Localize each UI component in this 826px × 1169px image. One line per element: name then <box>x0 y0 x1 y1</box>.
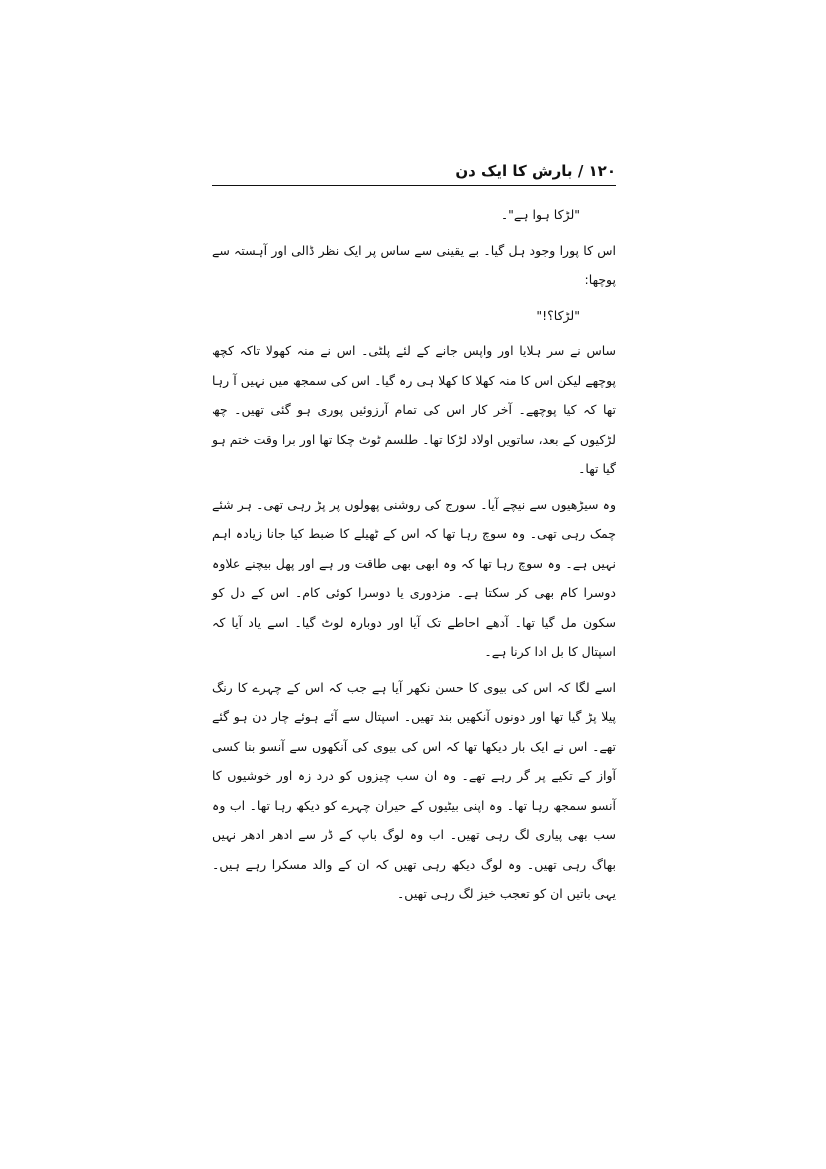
header-separator: / <box>577 162 584 180</box>
paragraph: "لڑکا ہوا ہے"۔ <box>500 207 580 222</box>
running-header <box>212 158 616 184</box>
body-text <box>212 200 616 915</box>
paragraph: "لڑکا؟!" <box>536 307 580 323</box>
paragraph: ساس نے سر ہلایا اور واپس جانے کے لئے پلٹی۔ اس نے منہ کھولا تاکہ کچھ پوچھے لیکن اس کا منہ کھلا کا کھلا ہی رہ گیا۔ اس کی سمجھ میں نہیں آ رہا تھا کہ کیا پوچھے۔ آخر کار اس کی تمام آرزوئیں پوری ہو گئی تھیں۔ چھ لڑکیوں کے بعد، ساتویں اولاد لڑکا تھا۔ طلسم ٹوٹ چکا تھا اور برا وقت ختم ہو گیا تھا۔ <box>212 343 616 476</box>
book-title: بارش کا ایک دن <box>455 162 573 180</box>
page-number: ١٢٠ <box>588 162 616 180</box>
paragraph: اس کا پورا وجود ہل گیا۔ بے یقینی سے ساس پر ایک نظر ڈالی اور آہستہ سے پوچھا: <box>212 242 616 287</box>
header-rule <box>212 185 616 186</box>
paragraph: اسے لگا کہ اس کی بیوی کا حسن نکھر آیا ہے جب کہ اس کے چہرے کا رنگ پیلا پڑ گیا تھا اور دونوں آنکھیں بند تھیں۔ اسپتال سے آئے ہوئے چار دن ہو گئے تھے۔ اس نے ایک بار دیکھا تھا کہ اس کی بیوی کی آنکھوں سے آنسو بنا کسی آواز کے تکیے پر گر رہے تھے۔ وہ ان سب چیزوں کو درد زہ اور خوشیوں کا آنسو سمجھ رہا تھا۔ وہ اپنی بیٹیوں کے حیران چہرے کو دیکھ رہا تھا۔ اب وہ سب بھی پیاری لگ رہی تھیں۔ اب وہ لوگ باپ کے ڈر سے ادھر ادھر نہیں بھاگ رہی تھیں۔ وہ لوگ دیکھ رہی تھیں کہ ان کے والد مسکرا رہے ہیں۔ یہی باتیں ان کو تعجب خیز لگ رہی تھیں۔ <box>212 679 616 901</box>
paragraph: وہ سیڑھیوں سے نیچے آیا۔ سورج کی روشنی پھولوں پر پڑ رہی تھی۔ ہر شئے چمک رہی تھی۔ وہ سوچ رہا تھا کہ اس کے ٹھیلے کا ضبط کیا جانا زیادہ اہم نہیں ہے۔ وہ سوچ رہا تھا کہ وہ ابھی بھی طاقت ور ہے اور پھل بیچنے علاوہ دوسرا کام بھی کر سکتا ہے۔ مزدوری یا دوسرا کوئی کام۔ اس کے دل کو سکون مل گیا تھا۔ آدھے احاطے تک آیا اور دوبارہ لوٹ گیا۔ اسے یاد آیا کہ اسپتال کا بل ادا کرنا ہے۔ <box>212 496 616 659</box>
